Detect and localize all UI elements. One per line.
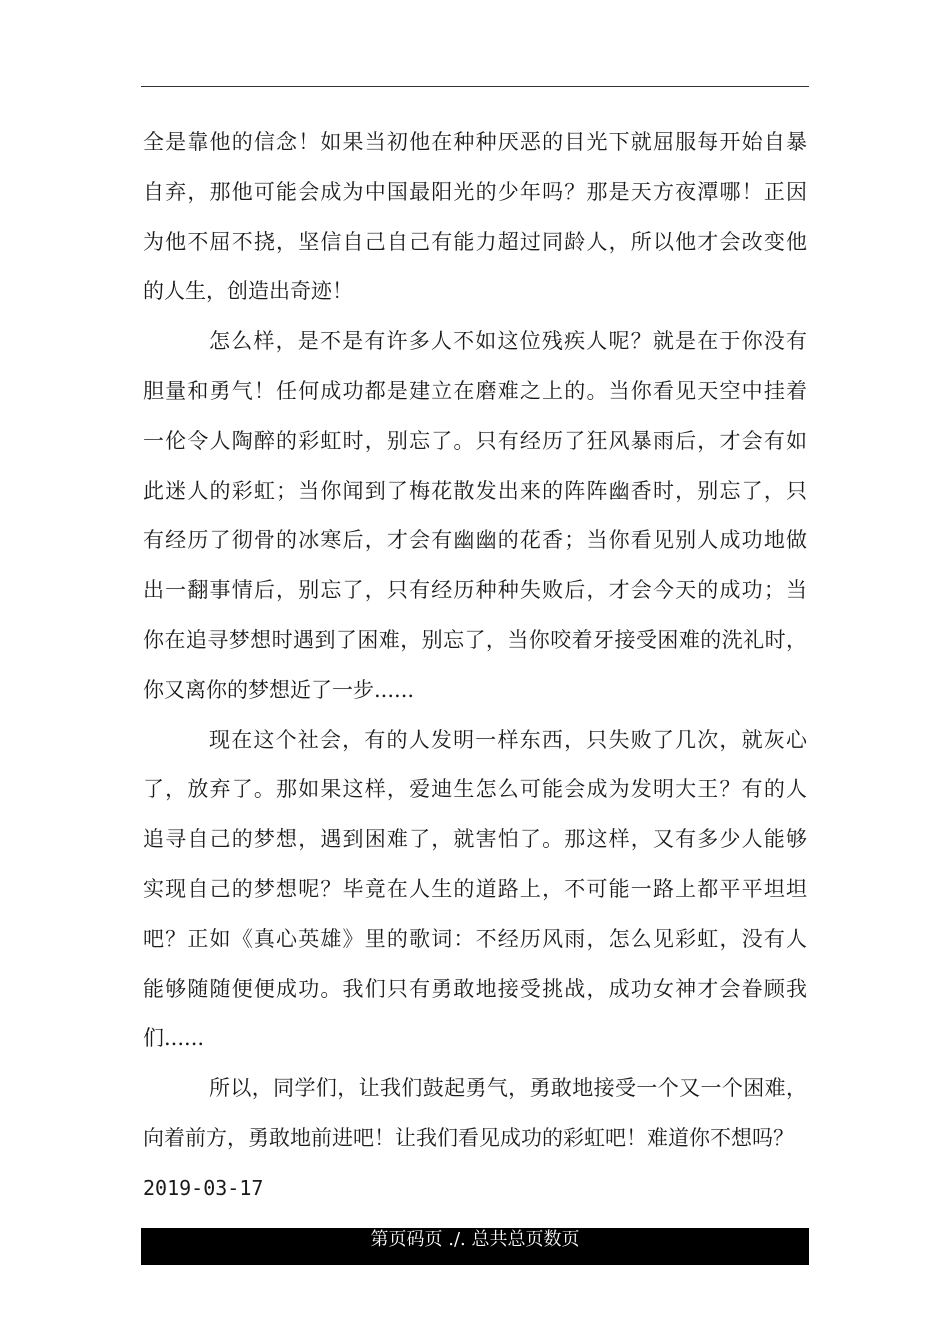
footer-page-info: 第页码页 ./. 总共总页数页 — [370, 1229, 580, 1250]
paragraph-line: 全是靠他的信念！如果当初他在种种厌恶的目光下就屈服每开始自暴 — [143, 130, 807, 154]
body-text — [143, 118, 807, 1214]
paragraph-line: 能够随随便便成功。我们只有勇敢地接受挑战，成功女神才会眷顾我 — [143, 976, 807, 1001]
header-rule — [141, 86, 809, 87]
paragraph-line: 怎么样，是不是有许多人不如这位残疾人呢？就是在于你没有 — [209, 329, 807, 354]
paragraph-line: 的人生，创造出奇迹！ — [143, 279, 353, 304]
paragraph-line: 吧？正如《真心英雄》里的歌词：不经历风雨，怎么见彩虹，没有人 — [143, 926, 807, 951]
page-footer — [141, 1228, 809, 1265]
paragraph-line: 自弃，那他可能会成为中国最阳光的少年吗？那是天方夜潭哪！正因 — [143, 179, 807, 204]
paragraph-line: 现在这个社会，有的人发明一样东西，只失败了几次，就灰心 — [209, 727, 807, 752]
paragraph-line: 向着前方，勇敢地前进吧！让我们看见成功的彩虹吧！难道你不想吗？ — [143, 1125, 794, 1150]
paragraph-line: 为他不屈不挠，坚信自己自己有能力超过同龄人，所以他才会改变他 — [143, 229, 807, 254]
paragraph-line: 你又离你的梦想近了一步...... — [143, 677, 415, 702]
paragraph-line: 追寻自己的梦想，遇到困难了，就害怕了。那这样，又有多少人能够 — [143, 827, 807, 852]
paragraph-line: 一伦令人陶醉的彩虹时，别忘了。只有经历了狂风暴雨后，才会有如 — [143, 428, 807, 453]
paragraph-line: 实现自己的梦想呢？毕竟在人生的道路上，不可能一路上都平平坦坦 — [143, 876, 807, 901]
paragraph-line: 所以，同学们，让我们鼓起勇气，勇敢地接受一个又一个困难， — [209, 1076, 807, 1101]
paragraph-line: 此迷人的彩虹；当你闻到了梅花散发出来的阵阵幽香时，别忘了，只 — [143, 478, 807, 503]
paragraph-line: 了，放弃了。那如果这样，爱迪生怎么可能会成为发明大王？有的人 — [143, 777, 807, 802]
paragraph-line: 你在追寻梦想时遇到了困难，别忘了，当你咬着牙接受困难的洗礼时， — [143, 627, 807, 652]
paragraph-line: 胆量和勇气！任何成功都是建立在磨难之上的。当你看见天空中挂着 — [143, 378, 807, 403]
paragraph-line: 们...... — [143, 1026, 205, 1051]
document-date: 2019-03-17 — [143, 1175, 264, 1200]
paragraph-line: 出一翻事情后，别忘了，只有经历种种失败后，才会今天的成功；当 — [143, 578, 807, 603]
paragraph-line: 有经历了彻骨的冰寒后，才会有幽幽的花香；当你看见别人成功地做 — [143, 528, 807, 553]
